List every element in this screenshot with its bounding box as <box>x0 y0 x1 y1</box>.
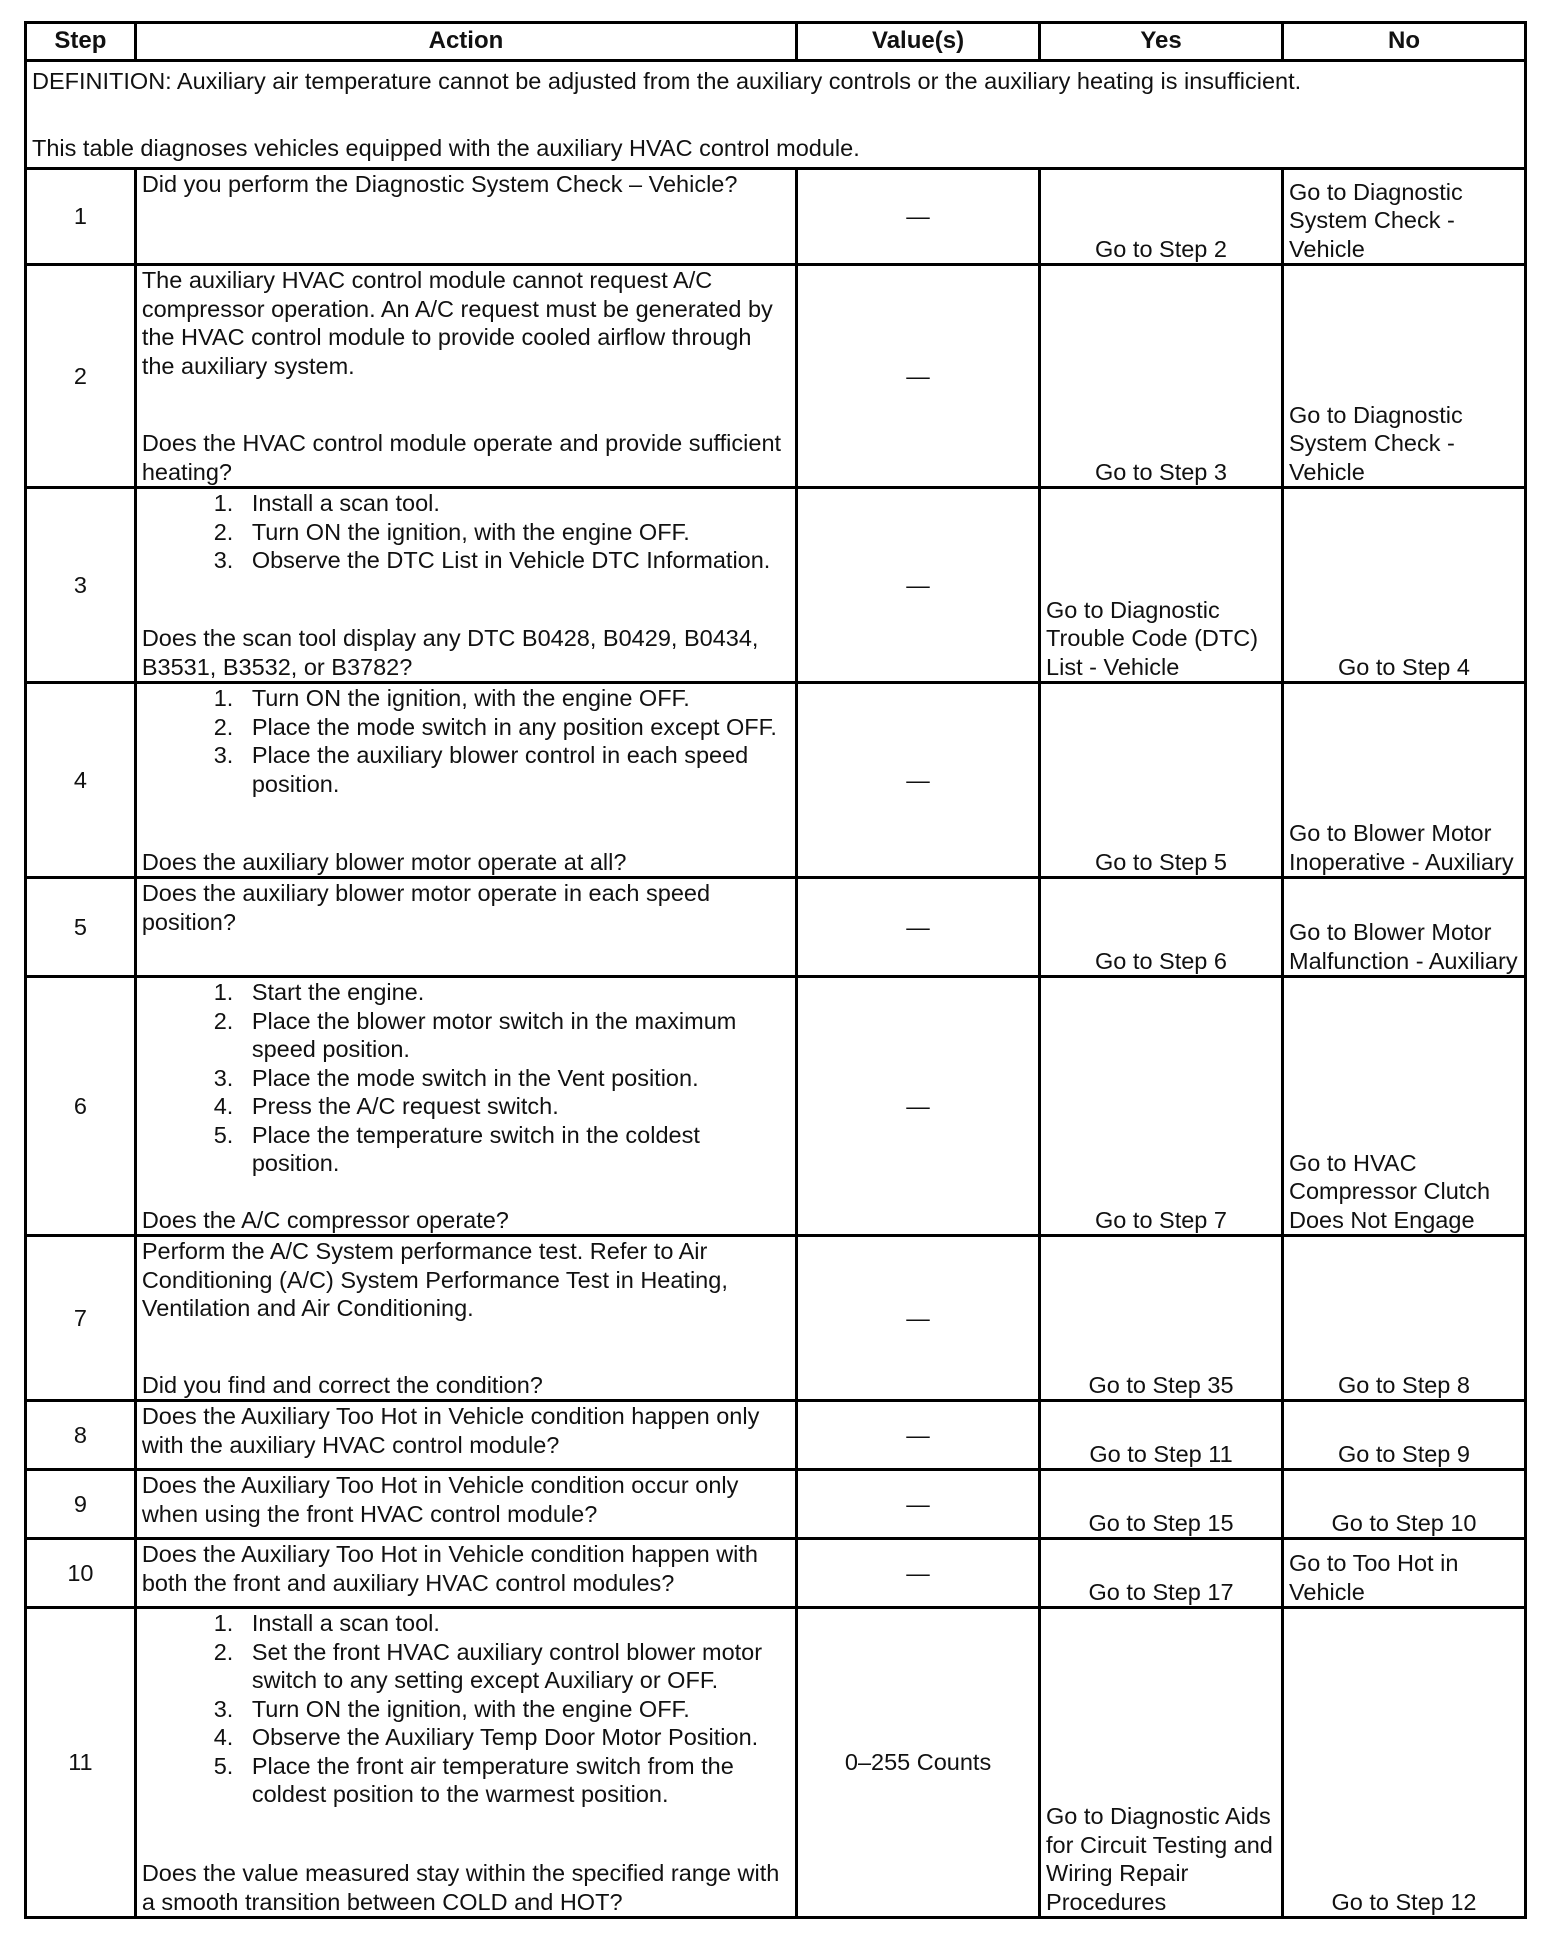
action-step-item: 5. Place the front air temperature switch from the coldest position to the warmest position. <box>240 1752 790 1809</box>
step-row <box>26 169 1526 265</box>
action-intro: Perform the A/C System performance test. Refer to Air Conditioning (A/C) System Performance Test in Heating, Ventilation and Air Conditioning. <box>141 1238 728 1321</box>
definition-text: DEFINITION: Auxiliary air temperature cannot be adjusted from the auxiliary controls or the auxiliary heating is insufficient. <box>32 68 1302 94</box>
header-yes: Yes <box>1040 23 1283 61</box>
action-intro: Does the Auxiliary Too Hot in Vehicle condition happen with both the front and auxiliary HVAC control modules? <box>141 1541 759 1596</box>
step-row <box>26 488 1526 683</box>
step-no-action: Go to Step 8 <box>1283 1236 1526 1401</box>
step-yes-action: Go to Step 15 <box>1040 1470 1283 1539</box>
action-step-item: 3. Turn ON the ignition, with the engine OFF. <box>240 1695 790 1724</box>
step-row <box>26 1608 1526 1918</box>
step-action <box>135 169 796 265</box>
step-number: 8 <box>26 1401 136 1470</box>
action-question: Does the HVAC control module operate and provide sufficient heating? <box>141 430 782 485</box>
step-row <box>26 977 1526 1236</box>
step-number: 3 <box>26 488 136 683</box>
step-yes-action: Go to Step 35 <box>1040 1236 1283 1401</box>
step-yes-action: Go to Step 7 <box>1040 977 1283 1236</box>
step-row <box>26 1401 1526 1470</box>
action-steps-list <box>142 489 790 575</box>
action-steps-list <box>142 684 790 798</box>
step-action <box>135 1236 796 1401</box>
step-number: 11 <box>26 1608 136 1918</box>
header-row <box>26 23 1526 61</box>
action-step-item: 4. Observe the Auxiliary Temp Door Motor Position. <box>240 1723 790 1752</box>
step-row <box>26 1236 1526 1401</box>
step-value: 0–255 Counts <box>797 1608 1040 1918</box>
step-yes-action: Go to Diagnostic Trouble Code (DTC) List - Vehicle <box>1040 488 1283 683</box>
step-number: 4 <box>26 683 136 878</box>
action-question: Does the auxiliary blower motor operate at all? <box>141 848 627 875</box>
step-value: — <box>797 1401 1040 1470</box>
action-question: Did you find and correct the condition? <box>141 1371 543 1398</box>
step-value: — <box>797 1539 1040 1608</box>
step-no-action: Go to Step 10 <box>1283 1470 1526 1539</box>
step-value: — <box>797 265 1040 488</box>
step-action <box>135 1470 796 1539</box>
action-intro: Does the auxiliary blower motor operate in each speed position? <box>141 880 711 935</box>
diagnostic-table <box>24 21 1527 1919</box>
step-row <box>26 878 1526 977</box>
header-action: Action <box>135 23 796 61</box>
action-question: Does the value measured stay within the specified range with a smooth transition between COLD and HOT? <box>141 1860 780 1915</box>
step-value: — <box>797 488 1040 683</box>
action-step-item: 2. Set the front HVAC auxiliary control blower motor switch to any setting except Auxiliary or OFF. <box>240 1638 790 1695</box>
action-step-item: 2. Turn ON the ignition, with the engine OFF. <box>240 518 790 547</box>
step-no-action: Go to Step 4 <box>1283 488 1526 683</box>
action-step-item: 2. Place the blower motor switch in the maximum speed position. <box>240 1007 790 1064</box>
definition-scope-text: This table diagnoses vehicles equipped with the auxiliary HVAC control module. <box>32 134 860 161</box>
step-row <box>26 265 1526 488</box>
header-step: Step <box>26 23 136 61</box>
action-step-item: 4. Press the A/C request switch. <box>240 1092 790 1121</box>
step-action <box>135 1539 796 1608</box>
step-row <box>26 683 1526 878</box>
action-question: Does the A/C compressor operate? <box>141 1206 509 1233</box>
action-steps-list <box>142 978 790 1178</box>
step-no-action: Go to Step 9 <box>1283 1401 1526 1470</box>
step-no-action: Go to Diagnostic System Check - Vehicle <box>1283 169 1526 265</box>
action-step-item: 2. Place the mode switch in any position except OFF. <box>240 713 790 742</box>
header-no: No <box>1283 23 1526 61</box>
action-step-item: 3. Place the auxiliary blower control in each speed position. <box>240 741 790 798</box>
step-no-action: Go to Blower Motor Inoperative - Auxiliary <box>1283 683 1526 878</box>
action-step-item: 1. Install a scan tool. <box>240 1609 790 1638</box>
step-number: 6 <box>26 977 136 1236</box>
step-no-action: Go to Diagnostic System Check - Vehicle <box>1283 265 1526 488</box>
step-no-action: Go to HVAC Compressor Clutch Does Not Engage <box>1283 977 1526 1236</box>
step-no-action: Go to Blower Motor Malfunction - Auxiliary <box>1283 878 1526 977</box>
step-number: 10 <box>26 1539 136 1608</box>
action-step-item: 1. Start the engine. <box>240 978 790 1007</box>
action-step-item: 1. Install a scan tool. <box>240 489 790 518</box>
action-step-item: 5. Place the temperature switch in the coldest position. <box>240 1121 790 1178</box>
header-values: Value(s) <box>797 23 1040 61</box>
step-number: 1 <box>26 169 136 265</box>
step-row <box>26 1539 1526 1608</box>
step-no-action: Go to Too Hot in Vehicle <box>1283 1539 1526 1608</box>
definition-cell <box>26 61 1526 169</box>
step-number: 5 <box>26 878 136 977</box>
step-yes-action: Go to Diagnostic Aids for Circuit Testing and Wiring Repair Procedures <box>1040 1608 1283 1918</box>
definition-row <box>26 61 1526 169</box>
step-row <box>26 1470 1526 1539</box>
action-steps-list <box>142 1609 790 1809</box>
action-intro: Did you perform the Diagnostic System Check – Vehicle? <box>141 171 738 197</box>
action-step-item: 3. Place the mode switch in the Vent position. <box>240 1064 790 1093</box>
step-action <box>135 977 796 1236</box>
action-step-item: 1. Turn ON the ignition, with the engine OFF. <box>240 684 790 713</box>
step-yes-action: Go to Step 11 <box>1040 1401 1283 1470</box>
step-yes-action: Go to Step 3 <box>1040 265 1283 488</box>
step-action <box>135 1608 796 1918</box>
step-yes-action: Go to Step 5 <box>1040 683 1283 878</box>
step-value: — <box>797 977 1040 1236</box>
step-value: — <box>797 878 1040 977</box>
step-yes-action: Go to Step 17 <box>1040 1539 1283 1608</box>
step-value: — <box>797 683 1040 878</box>
action-intro: Does the Auxiliary Too Hot in Vehicle condition occur only when using the front HVAC control module? <box>141 1472 739 1527</box>
step-number: 7 <box>26 1236 136 1401</box>
step-action <box>135 1401 796 1470</box>
step-yes-action: Go to Step 6 <box>1040 878 1283 977</box>
action-intro: The auxiliary HVAC control module cannot request A/C compressor operation. An A/C request must be generated by the HVAC control module to provide cooled airflow through the auxiliary system. <box>141 267 773 379</box>
action-question: Does the scan tool display any DTC B0428, B0429, B0434, B3531, B3532, or B3782? <box>141 625 759 680</box>
step-no-action: Go to Step 12 <box>1283 1608 1526 1918</box>
step-value: — <box>797 1236 1040 1401</box>
action-intro: Does the Auxiliary Too Hot in Vehicle condition happen only with the auxiliary HVAC control module? <box>141 1403 760 1458</box>
action-step-item: 3. Observe the DTC List in Vehicle DTC Information. <box>240 546 790 575</box>
step-action <box>135 488 796 683</box>
step-number: 2 <box>26 265 136 488</box>
step-yes-action: Go to Step 2 <box>1040 169 1283 265</box>
step-action <box>135 878 796 977</box>
step-action <box>135 265 796 488</box>
step-action <box>135 683 796 878</box>
step-number: 9 <box>26 1470 136 1539</box>
step-value: — <box>797 169 1040 265</box>
step-value: — <box>797 1470 1040 1539</box>
